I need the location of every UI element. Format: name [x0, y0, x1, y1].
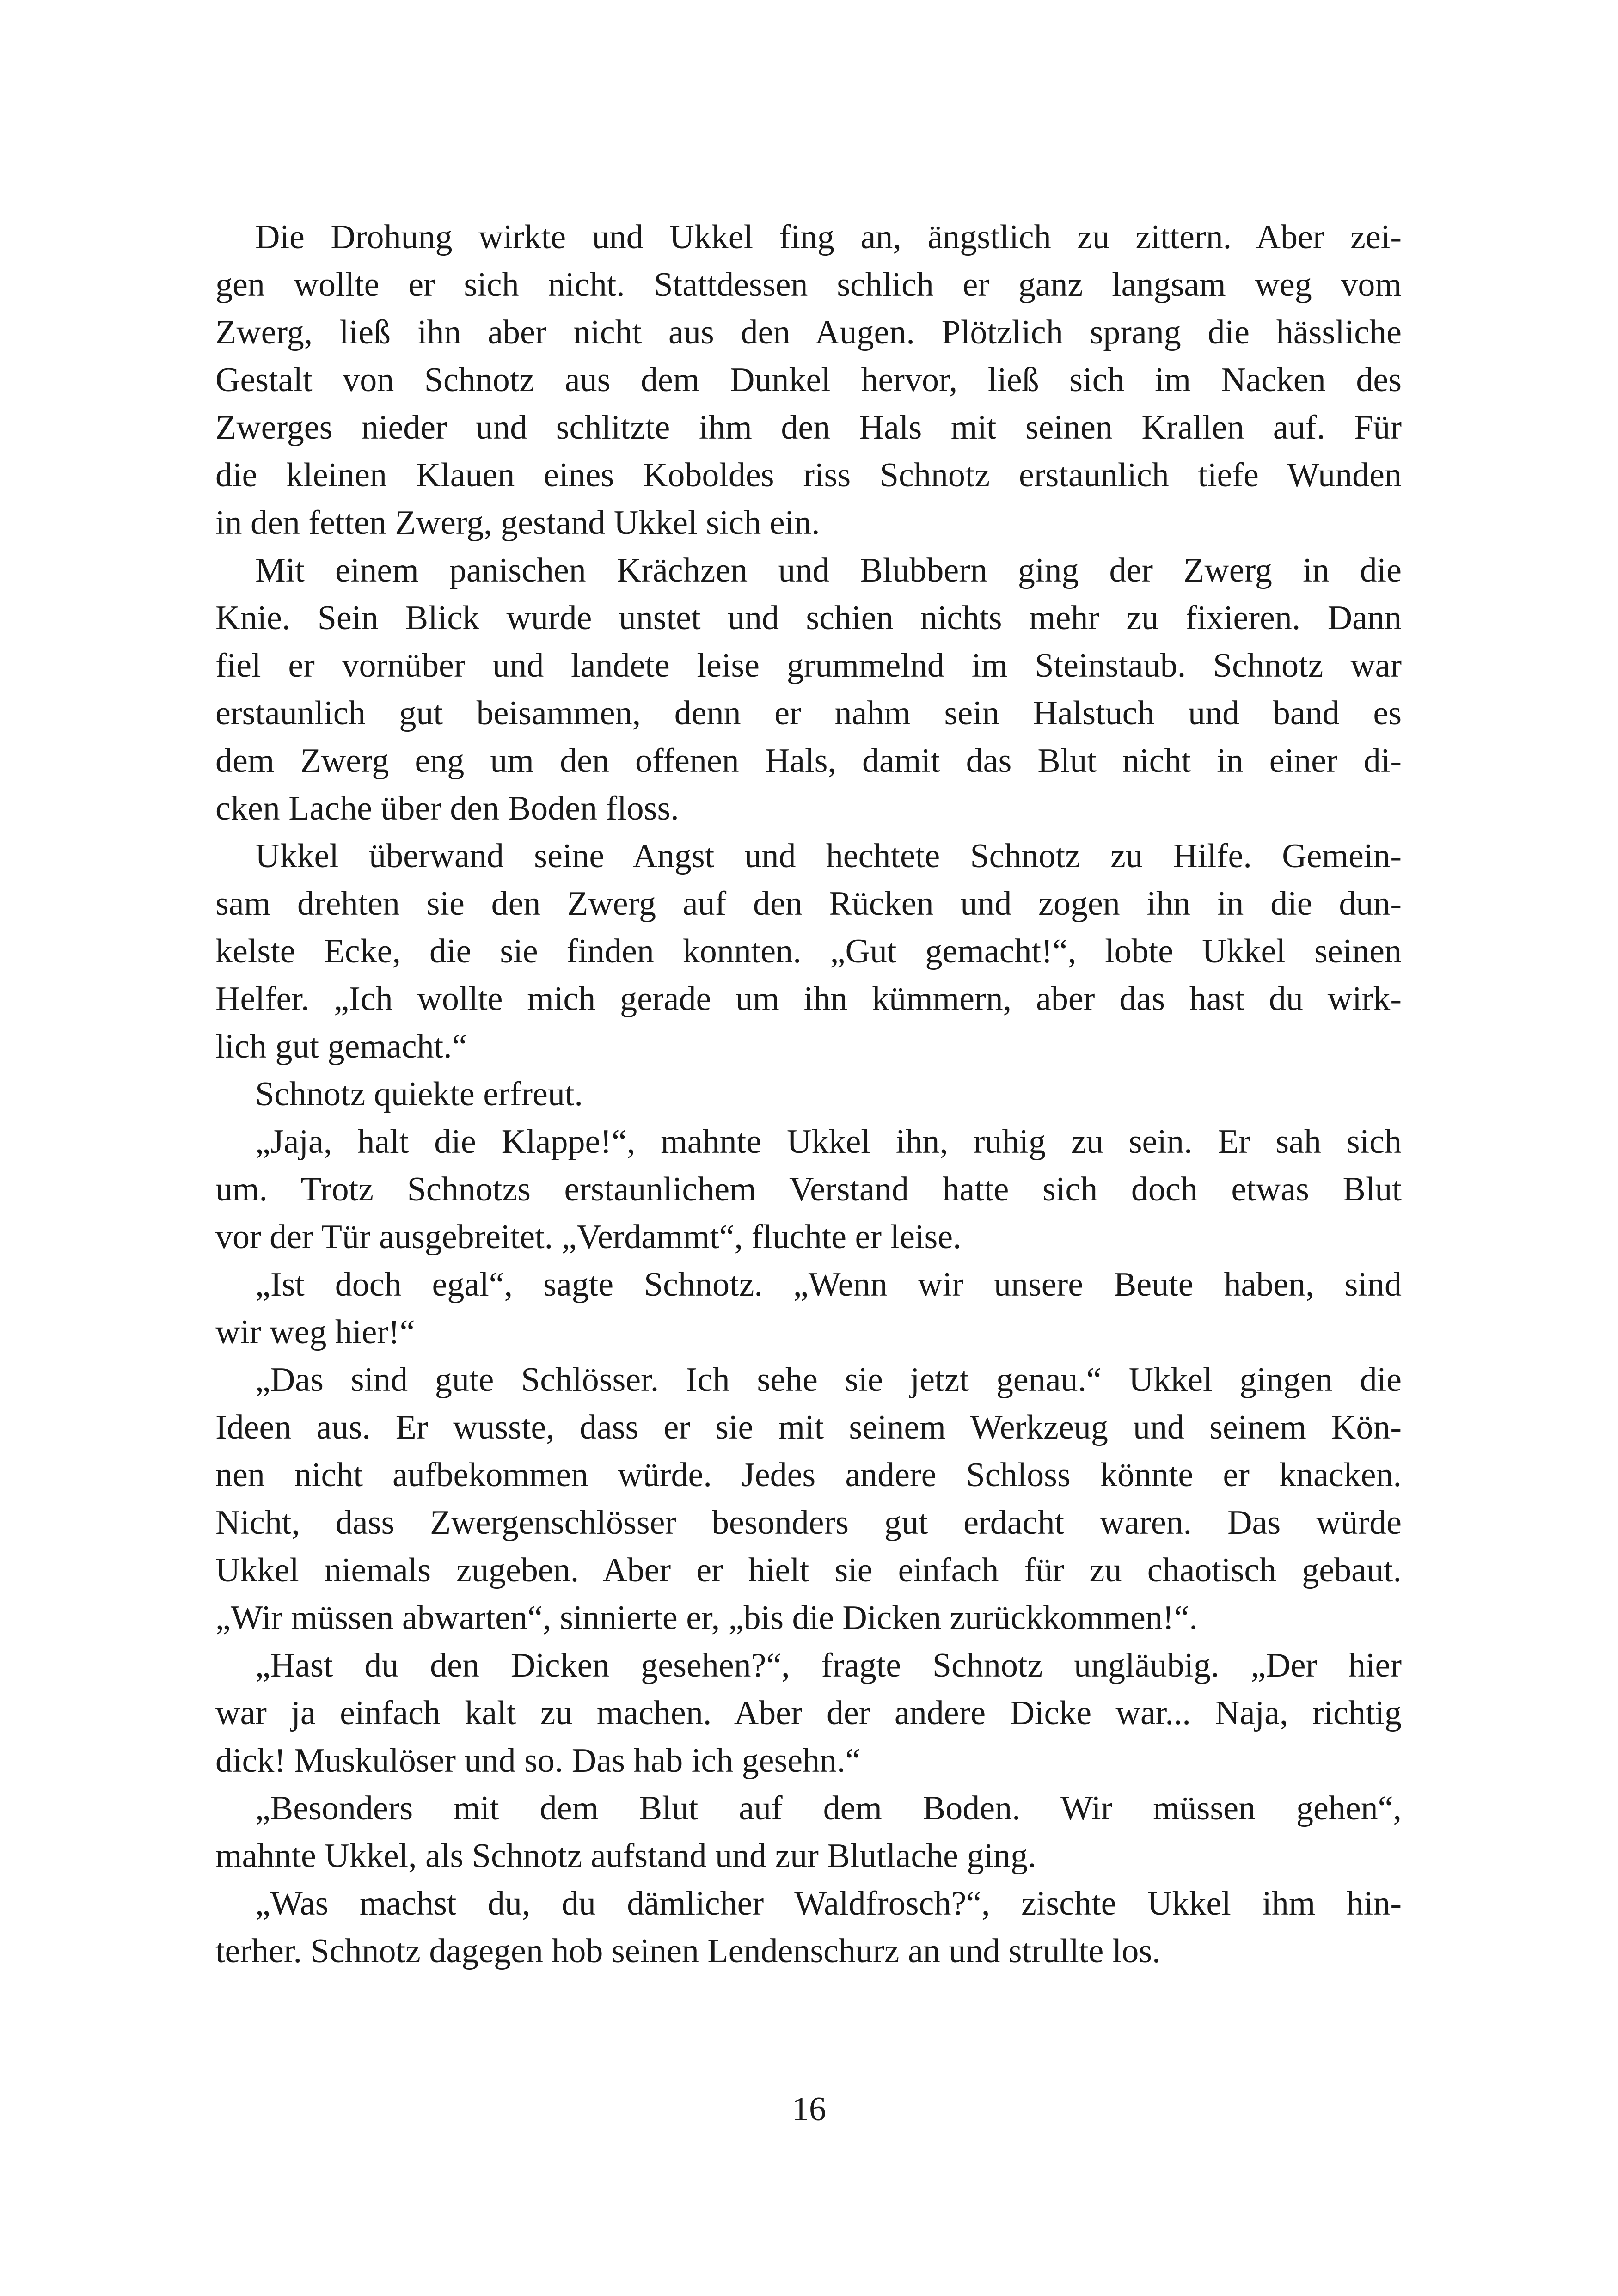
- text-line: „Wir müssen abwarten“, sinnierte er, „bis die Dicken zurückkommen!“.: [215, 1599, 1198, 1637]
- text-line: terher. Schnotz dagegen hob seinen Lendenschurz an und strullte los.: [215, 1932, 1161, 1970]
- text-line: Gestalt von Schnotz aus dem Dunkel hervor, ließ sich im Nacken des: [215, 361, 1402, 399]
- text-line: Die Drohung wirkte und Ukkel fing an, ängstlich zu zittern. Aber zei-: [255, 218, 1402, 256]
- text-line: Knie. Sein Blick wurde unstet und schien nichts mehr zu fixieren. Dann: [215, 599, 1402, 637]
- text-line: Helfer. „Ich wollte mich gerade um ihn kümmern, aber das hast du wirk-: [215, 980, 1402, 1018]
- text-line: „Besonders mit dem Blut auf dem Boden. Wir müssen gehen“,: [255, 1789, 1402, 1827]
- body-text: [215, 214, 1402, 1975]
- text-line: Nicht, dass Zwergenschlösser besonders gut erdacht waren. Das würde: [215, 1504, 1402, 1542]
- text-line: die kleinen Klauen eines Koboldes riss Schnotz erstaunlich tiefe Wunden: [215, 456, 1402, 494]
- text-line: vor der Tür ausgebreitet. „Verdammt“, fluchte er leise.: [215, 1218, 962, 1256]
- text-line: wir weg hier!“: [215, 1313, 415, 1351]
- text-line: „Jaja, halt die Klappe!“, mahnte Ukkel ihn, ruhig zu sein. Er sah sich: [255, 1123, 1402, 1161]
- text-line: lich gut gemacht.“: [215, 1028, 467, 1065]
- text-line: kelste Ecke, die sie finden konnten. „Gut gemacht!“, lobte Ukkel seinen: [215, 932, 1402, 970]
- text-line: Zwerg, ließ ihn aber nicht aus den Augen. Plötzlich sprang die hässliche: [215, 313, 1402, 351]
- text-line: Zwerges nieder und schlitzte ihm den Hals mit seinen Krallen auf. Für: [215, 409, 1402, 447]
- text-line: nen nicht aufbekommen würde. Jedes andere Schloss könnte er knacken.: [215, 1456, 1402, 1494]
- text-line: gen wollte er sich nicht. Stattdessen schlich er ganz langsam weg vom: [215, 266, 1402, 304]
- text-line: „Das sind gute Schlösser. Ich sehe sie jetzt genau.“ Ukkel gingen die: [255, 1361, 1402, 1399]
- text-line: in den fetten Zwerg, gestand Ukkel sich ein.: [215, 504, 820, 542]
- text-line: „Ist doch egal“, sagte Schnotz. „Wenn wir unsere Beute haben, sind: [255, 1266, 1402, 1304]
- text-line: erstaunlich gut beisammen, denn er nahm sein Halstuch und band es: [215, 694, 1402, 732]
- text-line: mahnte Ukkel, als Schnotz aufstand und zur Blutlache ging.: [215, 1837, 1036, 1875]
- text-line: Mit einem panischen Krächzen und Blubbern ging der Zwerg in die: [255, 551, 1402, 589]
- page-number: 16: [792, 2090, 826, 2128]
- text-line: „Hast du den Dicken gesehen?“, fragte Schnotz ungläubig. „Der hier: [255, 1647, 1402, 1684]
- text-line: war ja einfach kalt zu machen. Aber der andere Dicke war... Naja, richtig: [215, 1694, 1402, 1732]
- text-line: dem Zwerg eng um den offenen Hals, damit das Blut nicht in einer di-: [215, 742, 1402, 780]
- text-line: Schnotz quiekte erfreut.: [255, 1075, 583, 1113]
- text-line: Ukkel niemals zugeben. Aber er hielt sie einfach für zu chaotisch gebaut.: [215, 1551, 1402, 1589]
- text-line: Ideen aus. Er wusste, dass er sie mit seinem Werkzeug und seinem Kön-: [215, 1408, 1402, 1446]
- text-line: cken Lache über den Boden floss.: [215, 790, 679, 827]
- text-line: „Was machst du, du dämlicher Waldfrosch?“, zischte Ukkel ihm hin-: [255, 1885, 1402, 1923]
- text-line: dick! Muskulöser und so. Das hab ich gesehn.“: [215, 1742, 861, 1780]
- text-line: Ukkel überwand seine Angst und hechtete Schnotz zu Hilfe. Gemein-: [255, 837, 1402, 875]
- text-line: sam drehten sie den Zwerg auf den Rücken und zogen ihn in die dun-: [215, 885, 1402, 923]
- text-line: fiel er vornüber und landete leise grummelnd im Steinstaub. Schnotz war: [215, 647, 1402, 685]
- text-line: um. Trotz Schnotzs erstaunlichem Verstand hatte sich doch etwas Blut: [215, 1170, 1402, 1208]
